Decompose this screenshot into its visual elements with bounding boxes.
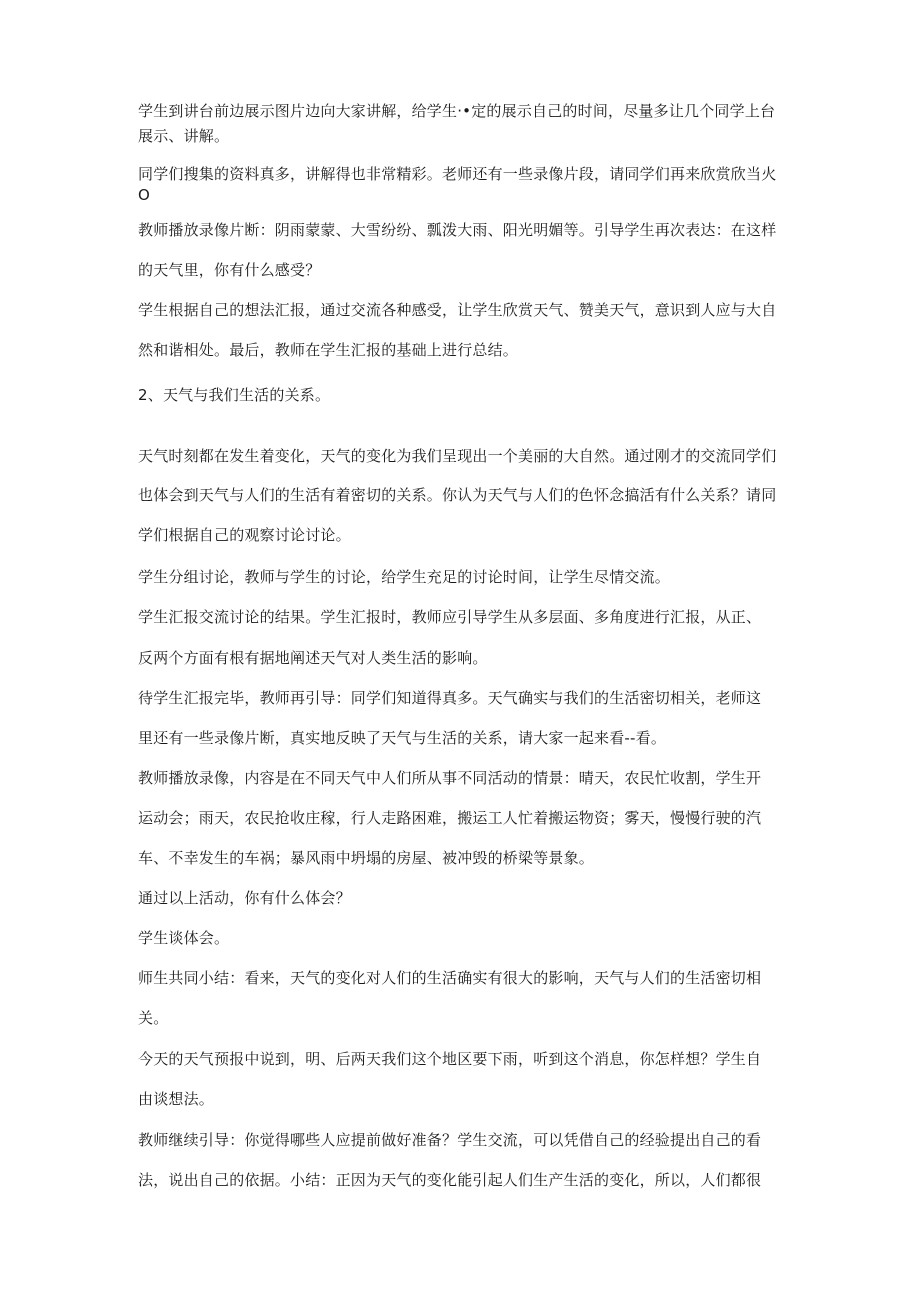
text-line: 同学们搜集的资料真多，讲解得也非常精彩。老师还有一些录像片段，请同学们再来欣赏欣当火 <box>138 165 777 183</box>
text-line: 今天的天气预报中说到，明、后两天我们这个地区要下雨，听到这个消息，你怎样想？学生自 <box>138 1050 762 1068</box>
section-heading: 2、天气与我们生活的关系。 <box>138 386 331 404</box>
text-line: 运动会；雨天，农民抢收庄稼，行人走路困难，搬运工人忙着搬运物资；雾天，慢慢行驶的汽 <box>138 809 762 827</box>
text-line: 学生根据自己的想法汇报，通过交流各种感受，让学生欣赏天气、赞美天气，意识到人应与大自 <box>138 301 777 319</box>
text-line: 通过以上活动，你有什么体会？ <box>138 889 351 907</box>
text-line: 教师继续引导：你觉得哪些人应提前做好准备？学生交流，可以凭借自己的经验提出自己的看 <box>138 1131 762 1149</box>
text-line: 法，说出自己的依据。小结：正因为天气的变化能引起人们生产生活的变化，所以，人们都很 <box>138 1171 762 1189</box>
text-line: 也体会到天气与人们的生活有着密切的关系。你认为天气与人们的色怀念搞活有什么关系？请同 <box>138 486 777 504</box>
text-line: 待学生汇报完毕，教师再引导：同学们知道得真多。天气确实与我们的生活密切相关，老师这 <box>138 689 762 707</box>
text-line: O <box>138 186 151 204</box>
text-line: 关。 <box>138 1009 169 1027</box>
text-line: 学们根据自己的观察讨论讨论。 <box>138 526 351 544</box>
text-line: 学生谈体会。 <box>138 929 230 947</box>
text-line: 学生到讲台前边展示图片边向大家讲解，给学生·•定的展示自己的时间，尽量多让几个同学上台 <box>138 102 776 120</box>
text-line: 天气时刻都在发生着变化，天气的变化为我们呈现出一个美丽的大自然。通过刚才的交流同学们 <box>138 447 777 465</box>
text-line: 师生共同小结：看来，天气的变化对人们的生活确实有很大的影响，天气与人们的生活密切相 <box>138 969 762 987</box>
text-line: 由谈想法。 <box>138 1090 215 1108</box>
text-line: 展示、讲解。 <box>138 127 230 145</box>
text-line: 教师播放录像，内容是在不同天气中人们所从事不同活动的情景：晴天，农民忙收割，学生开 <box>138 769 762 787</box>
text-line: 反两个方面有根有据地阐述天气对人类生活的影响。 <box>138 649 488 667</box>
text-line: 车、不幸发生的车祸；暴风雨中坍塌的房屋、被冲毁的桥梁等景象。 <box>138 849 595 867</box>
text-line: 然和谐相处。最后，教师在学生汇报的基础上进行总结。 <box>138 341 519 359</box>
text-line: 的天气里，你有什么感受？ <box>138 261 321 279</box>
text-line: 学生汇报交流讨论的结果。学生汇报时，教师应引导学生从多层面、多角度进行汇报，从正、 <box>138 608 762 626</box>
text-line: 教师播放录像片断：阴雨蒙蒙、大雪纷纷、瓢泼大雨、阳光明媚等。引导学生再次表达：在这样 <box>138 221 777 239</box>
text-line: 学生分组讨论，教师与学生的讨论，给学生充足的讨论时间，让学生尽情交流。 <box>138 568 671 586</box>
text-line: 里还有一些录像片断，真实地反映了天气与生活的关系，请大家一起来看--看。 <box>138 729 667 747</box>
